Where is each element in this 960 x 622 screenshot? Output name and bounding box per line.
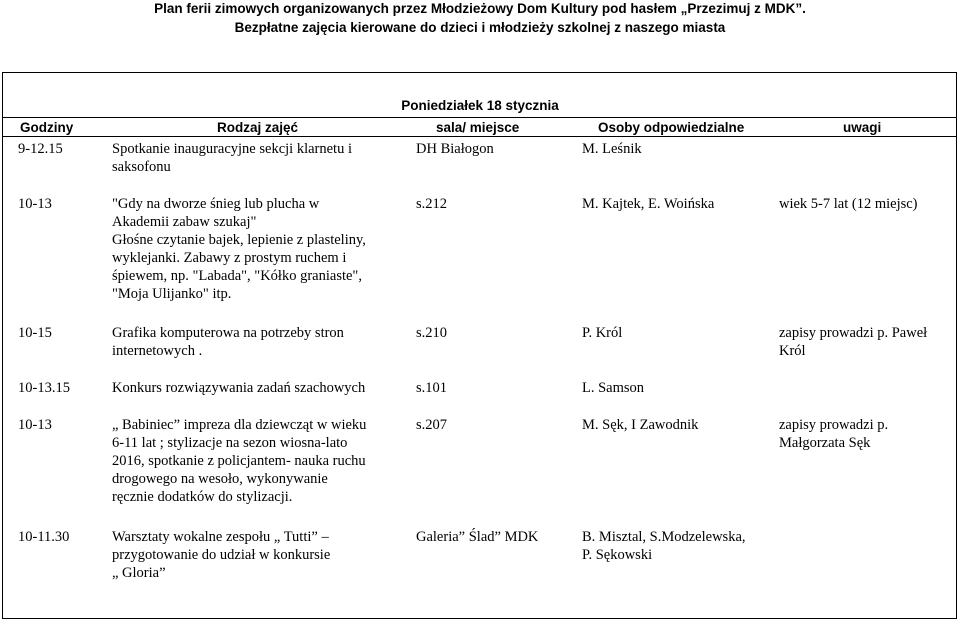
cell-line: M. Kajtek, E. Woińska <box>582 196 715 212</box>
plan-subtitle: Bezpłatne zajęcia kierowane do dzieci i młodzieży szkolnej z naszego miasta <box>234 20 726 35</box>
cell-line: M. Leśnik <box>582 141 642 157</box>
cell-hours <box>18 528 108 546</box>
cell-persons <box>582 195 772 213</box>
cell-persons <box>582 416 772 434</box>
column-header-hours: Godziny <box>20 120 74 135</box>
cell-line: s.207 <box>416 417 448 433</box>
cell-line: „ Gloria” <box>112 565 166 581</box>
cell-line: Konkurs rozwiązywania zadań szachowych <box>112 380 366 396</box>
cell-place <box>416 379 576 397</box>
cell-line: L. Samson <box>582 380 645 396</box>
cell-line: 10-13 <box>18 196 52 212</box>
column-header-type: Rodzaj zajęć <box>217 120 299 135</box>
cell-line: drogowego na wesoło, wykonywanie <box>112 471 328 487</box>
cell-type <box>112 324 412 360</box>
cell-line: Król <box>779 343 806 359</box>
cell-line: 2016, spotkanie z policjantem- nauka ruchu <box>112 453 366 469</box>
cell-line: s.101 <box>416 380 448 396</box>
cell-hours <box>18 324 108 342</box>
cell-hours <box>18 379 108 397</box>
cell-type <box>112 416 412 506</box>
cell-type <box>112 528 412 582</box>
cell-place <box>416 140 576 158</box>
cell-place <box>416 324 576 342</box>
cell-line: Małgorzata Sęk <box>779 435 871 451</box>
cell-line: 10-11.30 <box>18 529 70 545</box>
cell-persons <box>582 379 772 397</box>
cell-hours <box>18 140 108 158</box>
cell-line: Akademii zabaw szukaj" <box>112 214 257 230</box>
cell-line: 9-12.15 <box>18 141 63 157</box>
cell-notes <box>779 324 954 360</box>
cell-line: Galeria” Ślad” MDK <box>416 529 539 545</box>
cell-notes <box>779 416 954 452</box>
plan-title: Plan ferii zimowych organizowanych przez Młodzieżowy Dom Kultury pod hasłem „Przezimuj z MDK”. <box>154 1 806 16</box>
cell-type <box>112 379 412 397</box>
cell-line: s.212 <box>416 196 448 212</box>
cell-line: P. Król <box>582 325 623 341</box>
cell-line: 10-13.15 <box>18 380 70 396</box>
cell-line: zapisy prowadzi p. Paweł <box>779 325 928 341</box>
cell-line: DH Białogon <box>416 141 494 157</box>
cell-line: saksofonu <box>112 159 171 175</box>
cell-line: "Moja Ulijanko" itp. <box>112 286 232 302</box>
cell-line: „ Babiniec” impreza dla dziewcząt w wieku <box>112 417 367 433</box>
cell-line: internetowych . <box>112 343 203 359</box>
column-header-persons: Osoby odpowiedzialne <box>598 120 745 135</box>
cell-line: Grafika komputerowa na potrzeby stron <box>112 325 344 341</box>
cell-line: B. Misztal, S.Modzelewska, <box>582 529 746 545</box>
cell-line: Warsztaty wokalne zespołu „ Tutti” – <box>112 529 329 545</box>
column-header-notes: uwagi <box>843 120 882 135</box>
cell-notes <box>779 195 954 213</box>
cell-persons <box>582 528 772 564</box>
cell-line: zapisy prowadzi p. <box>779 417 889 433</box>
cell-line: śpiewem, np. "Labada", "Kółko graniaste", <box>112 268 362 284</box>
cell-line: "Gdy na dworze śnieg lub plucha w <box>112 196 320 212</box>
cell-line: M. Sęk, I Zawodnik <box>582 417 699 433</box>
cell-line: wiek 5-7 lat (12 miejsc) <box>779 196 918 212</box>
cell-line: 6-11 lat ; stylizacje na sezon wiosna-lato <box>112 435 348 451</box>
cell-type <box>112 140 412 176</box>
cell-line: Spotkanie inauguracyjne sekcji klarnetu i <box>112 141 352 157</box>
cell-persons <box>582 140 772 158</box>
cell-line: P. Sękowski <box>582 547 653 563</box>
column-header-place: sala/ miejsce <box>436 120 520 135</box>
cell-place <box>416 195 576 213</box>
cell-line: ręcznie dodatków do stylizacji. <box>112 489 293 505</box>
cell-hours <box>18 416 108 434</box>
cell-line: 10-15 <box>18 325 52 341</box>
table-divider <box>3 136 956 137</box>
cell-hours <box>18 195 108 213</box>
table-divider <box>3 117 956 118</box>
cell-persons <box>582 324 772 342</box>
cell-place <box>416 416 576 434</box>
cell-line: s.210 <box>416 325 448 341</box>
cell-place <box>416 528 576 546</box>
cell-line: 10-13 <box>18 417 52 433</box>
cell-line: wyklejanki. Zabawy z prostym ruchem i <box>112 250 347 266</box>
cell-line: Głośne czytanie bajek, lepienie z plasteliny, <box>112 232 366 248</box>
cell-type <box>112 195 412 303</box>
cell-line: przygotowanie do udział w konkursie <box>112 547 331 563</box>
day-heading: Poniedziałek 18 stycznia <box>401 98 559 113</box>
